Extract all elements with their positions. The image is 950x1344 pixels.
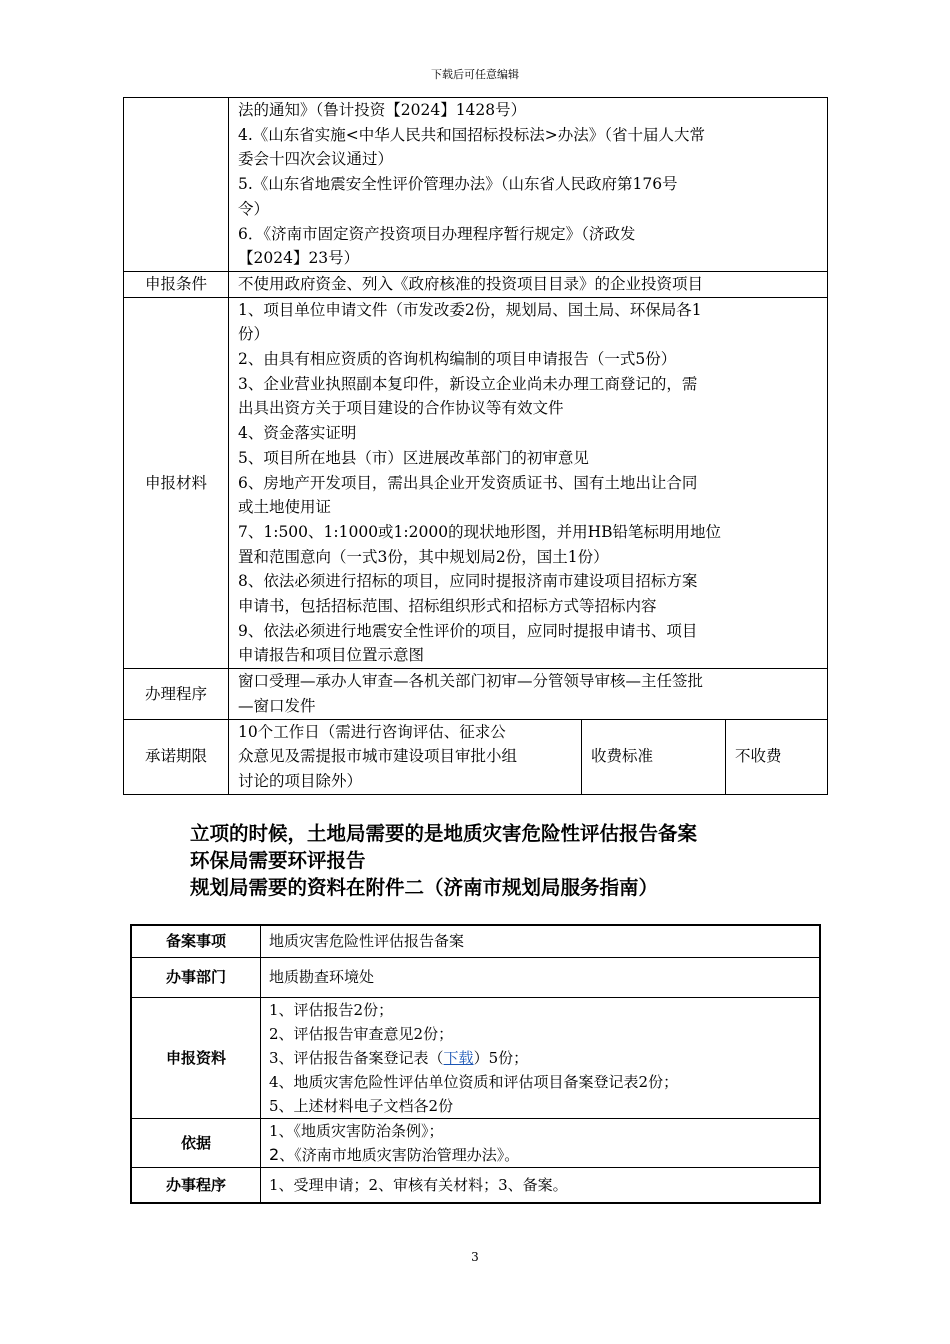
materials-line: 份） (238, 325, 270, 344)
deadline-line: 讨论的项目除外） (238, 771, 363, 790)
materials-line: 9、依法必须进行地震安全性评价的项目，应同时提报申请书、项目 (238, 621, 698, 640)
materials-line: 3、企业营业执照副本复印件，新设立企业尚未办理工商登记的，需 (238, 374, 698, 393)
item-label: 备案事项 (131, 925, 261, 957)
basis-cell (261, 1118, 821, 1167)
materials-line: 2、由具有相应资质的咨询机构编制的项目申请报告（一式5份） (238, 350, 677, 369)
basis-line: 委会十四次会议通过） (238, 150, 394, 169)
fee-label: 收费标准 (582, 719, 726, 794)
note-line: 规划局需要的资料在附件二（济南市规划局服务指南） (190, 876, 659, 899)
materials-line: 1、项目单位申请文件（市发改委2份，规划局、国土局、环保局各1 (238, 300, 702, 319)
proc-value: 1、受理申请；2、审核有关材料；3、备案。 (261, 1167, 821, 1203)
note-line: 环保局需要环评报告 (190, 849, 366, 872)
procedure-line: 窗口受理—承办人审查—各机关部门初审—分管领导审核—主任签批 (238, 672, 704, 691)
download-link[interactable]: 下载 (443, 1048, 474, 1067)
basis-label: 依据 (131, 1118, 261, 1167)
page-header: 下载后可任意编辑 (431, 68, 519, 81)
table-row (124, 719, 828, 794)
materials-label: 申报材料 (124, 297, 229, 669)
basis-label-cell (124, 98, 229, 272)
deadline-label: 承诺期限 (124, 719, 229, 794)
basis-line: 4.《山东省实施<中华人民共和国招标投标法>办法》（省十届人大常 (238, 125, 706, 144)
docs-label: 申报资料 (131, 997, 261, 1118)
docs-line: 4、地质灾害危险性评估单位资质和评估项目备案登记表2份； (269, 1072, 679, 1091)
conditions-value: 不使用政府资金、列入《政府核准的投资项目目录》的企业投资项目 (229, 271, 828, 297)
materials-line: 5、项目所在地县（市）区进展改革部门的初审意见 (238, 448, 589, 467)
dept-label: 办事部门 (131, 957, 261, 997)
table-row (131, 997, 820, 1118)
table-row (124, 297, 828, 669)
basis-line: 法的通知》（鲁计投资【2024】1428号） (238, 101, 527, 119)
docs-line: 5、上述材料电子文档各2份 (269, 1096, 454, 1115)
note-line: 立项的时候，土地局需要的是地质灾害危险性评估报告备案 (190, 822, 698, 845)
docs-cell (261, 997, 821, 1118)
deadline-cell (229, 719, 582, 794)
materials-line: 7、1:500、1:1000或1:2000的现状地形图，并用HB铅笔标明用地位 (238, 522, 721, 541)
table-row (131, 1118, 820, 1167)
basis-cell (229, 98, 828, 272)
notes-block (190, 820, 697, 901)
procedure-label: 办理程序 (124, 669, 229, 719)
table-row (124, 98, 828, 272)
table-row (131, 925, 820, 957)
basis-text: 、《济南市地质灾害防治管理办法》。 (279, 1145, 520, 1164)
table-row (131, 1167, 820, 1203)
basis-line: 【2024】23号） (238, 249, 360, 268)
conditions-label: 申报条件 (124, 271, 229, 297)
basis-line: 5.《山东省地震安全性评价管理办法》（山东省人民政府第176号 (238, 175, 678, 194)
materials-line: 或土地使用证 (238, 498, 332, 517)
table-row (124, 669, 828, 719)
table-row (124, 271, 828, 297)
basis-number: 2 (269, 1144, 280, 1164)
materials-line: 出具出资方关于项目建设的合作协议等有效文件 (238, 399, 564, 418)
basis-line: 令） (238, 199, 270, 218)
docs-line: 1、评估报告2份； (269, 1000, 394, 1019)
approval-table (123, 97, 828, 795)
basis-line (269, 1143, 819, 1167)
procedure-line: —窗口发件 (238, 696, 316, 715)
item-value: 地质灾害危险性评估报告备案 (261, 925, 821, 957)
fee-value: 不收费 (726, 719, 828, 794)
basis-line: 6．《济南市固定资产投资项目办理程序暂行规定》（济政发 (238, 224, 636, 243)
materials-line: 8、依法必须进行招标的项目，应同时提报济南市建设项目招标方案 (238, 572, 698, 591)
filing-table (130, 924, 821, 1204)
materials-line: 申请报告和项目位置示意图 (238, 646, 425, 665)
docs-line (269, 1046, 819, 1070)
dept-value: 地质勘查环境处 (261, 957, 821, 997)
materials-line: 4、资金落实证明 (238, 424, 357, 443)
docs-line: 2、评估报告审查意见2份； (269, 1024, 454, 1043)
docs-line-suffix: ）5份； (473, 1048, 529, 1067)
docs-line-prefix: 3、评估报告备案登记表（ (269, 1048, 444, 1067)
materials-line: 置和范围意向（一式3份，其中规划局2份，国土1份） (238, 547, 609, 566)
basis-line: 1、《地质灾害防治条例》； (269, 1121, 444, 1140)
procedure-cell (229, 669, 828, 719)
deadline-line: 众意见及需提报市城市建设项目审批小组 (238, 747, 518, 766)
table-row (131, 957, 820, 997)
materials-line: 申请书，包括招标范围、招标组织形式和招标方式等招标内容 (238, 597, 657, 616)
deadline-line: 10个工作日（需进行咨询评估、征求公 (238, 722, 506, 741)
page-number: 3 (471, 1250, 479, 1264)
proc-label: 办事程序 (131, 1167, 261, 1203)
materials-cell (229, 297, 828, 669)
materials-line: 6、房地产开发项目，需出具企业开发资质证书、国有土地出让合同 (238, 473, 698, 492)
